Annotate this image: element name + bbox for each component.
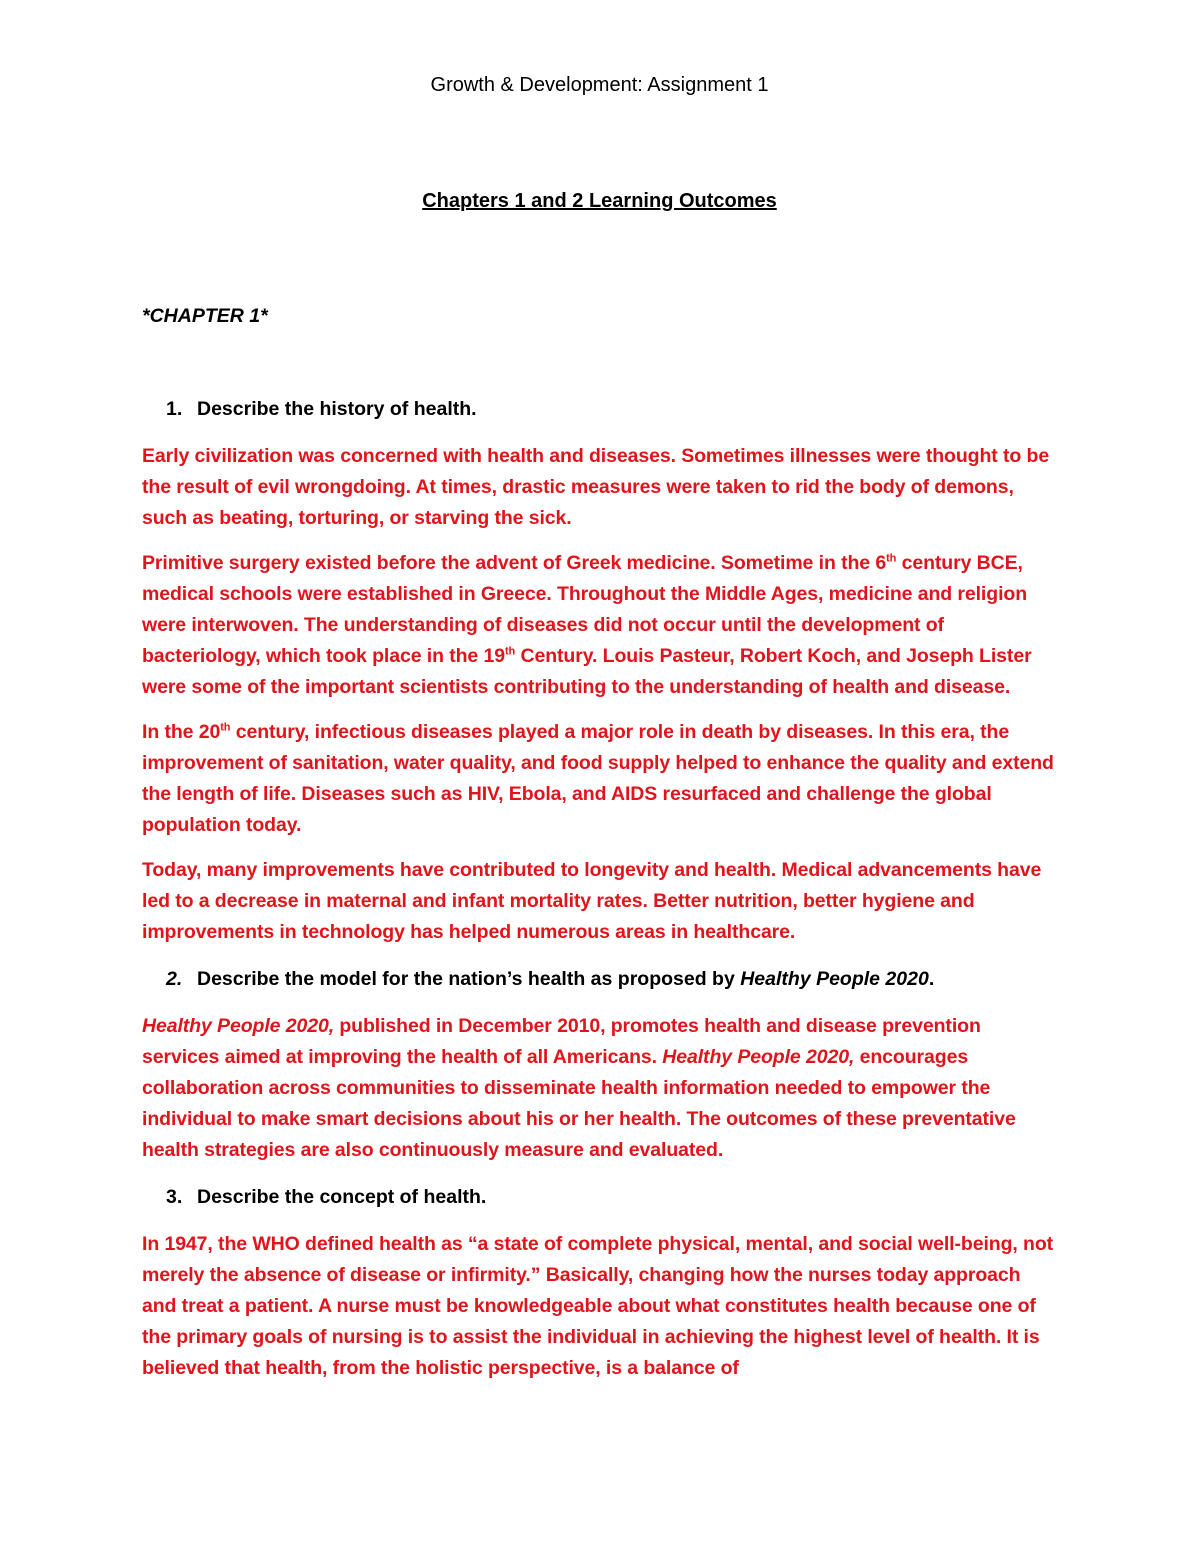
answer-paragraph bbox=[142, 548, 1057, 703]
question-text-italic: Healthy People 2020 bbox=[740, 968, 929, 990]
answer-paragraph bbox=[142, 855, 1057, 948]
superscript: th bbox=[886, 552, 897, 565]
answer-text: Today, many improvements have contributed to longevity and health. Medical advancements have led to a decrease in maternal and infant mortality rates. Better nutrition, better hygiene and improvements in technology has helped numerous areas in healthcare. bbox=[142, 859, 1042, 943]
document-subtitle: Chapters 1 and 2 Learning Outcomes bbox=[422, 190, 777, 212]
question-text-part: Describe the model for the nation’s health as proposed by bbox=[197, 968, 741, 990]
answer-text: In the 20 bbox=[142, 721, 221, 743]
question-text bbox=[197, 964, 934, 995]
question-1 bbox=[142, 394, 1057, 425]
document-body bbox=[142, 70, 1057, 1398]
answer-text-italic: Healthy People 2020, bbox=[142, 1015, 335, 1037]
question-text: Describe the history of health. bbox=[197, 398, 477, 420]
answer-text-italic: Healthy People 2020, bbox=[662, 1046, 855, 1068]
question-number: 1. bbox=[166, 398, 183, 420]
answer-text: Century. Louis Pasteur, Robert Koch, and Joseph Lister were some of the important scientists contributing to the understanding of health and disease. bbox=[142, 645, 1032, 698]
superscript: th bbox=[504, 645, 516, 658]
question-3 bbox=[142, 1182, 1057, 1213]
question-text-part: . bbox=[928, 968, 935, 990]
answer-text: Early civilization was concerned with health and diseases. Sometimes illnesses were thought to be the result of evil wrongdoing. At times, drastic measures were taken to rid the body of demons, such as beating, torturing, or starving the sick. bbox=[142, 445, 1050, 529]
answer-paragraph bbox=[142, 441, 1057, 534]
document-title: Growth & Development: Assignment 1 bbox=[430, 74, 769, 96]
answer-paragraph bbox=[142, 1011, 1057, 1166]
question-number: 3. bbox=[166, 1186, 183, 1208]
answer-text: encourages collaboration across communities to disseminate health information needed to empower the individual to make smart decisions about his or her health. The outcomes of these preventative health strategies are also continuously measure and evaluated. bbox=[142, 1046, 1016, 1161]
answer-text: published in December 2010, promotes health and disease prevention services aimed at improving the health of all Americans. bbox=[142, 1015, 981, 1068]
answer-text: Primitive surgery existed before the advent of Greek medicine. Sometime in the 6 bbox=[142, 552, 887, 574]
question-text: Describe the concept of health. bbox=[197, 1186, 487, 1208]
answer-text: century, infectious diseases played a major role in death by diseases. In this era, the improvement of sanitation, water quality, and food supply helped to enhance the quality and extend the length of life. Diseases such as HIV, Ebola, and AIDS resurfaced and challenge the global population today. bbox=[142, 721, 1054, 836]
answer-text: century BCE, medical schools were established in Greece. Throughout the Middle Ages, medicine and religion were interwoven. The understanding of diseases did not occur until the development of bacteriology, which took place in the 19 bbox=[142, 552, 1028, 667]
answer-paragraph bbox=[142, 1229, 1057, 1384]
question-2 bbox=[142, 964, 1057, 995]
answer-paragraph bbox=[142, 717, 1057, 841]
question-number: 2. bbox=[166, 968, 183, 990]
chapter-heading: *CHAPTER 1* bbox=[142, 305, 268, 327]
answer-text: In 1947, the WHO defined health as “a state of complete physical, mental, and social well-being, not merely the absence of disease or infirmity.” Basically, changing how the nurses today approach and treat a patient. A nurse must be knowledgeable about what constitutes health because one of the primary goals of nursing is to assist the individual in achieving the highest level of health. It is believed that health, from the holistic perspective, is a balance of bbox=[142, 1233, 1054, 1379]
superscript: th bbox=[220, 721, 231, 734]
